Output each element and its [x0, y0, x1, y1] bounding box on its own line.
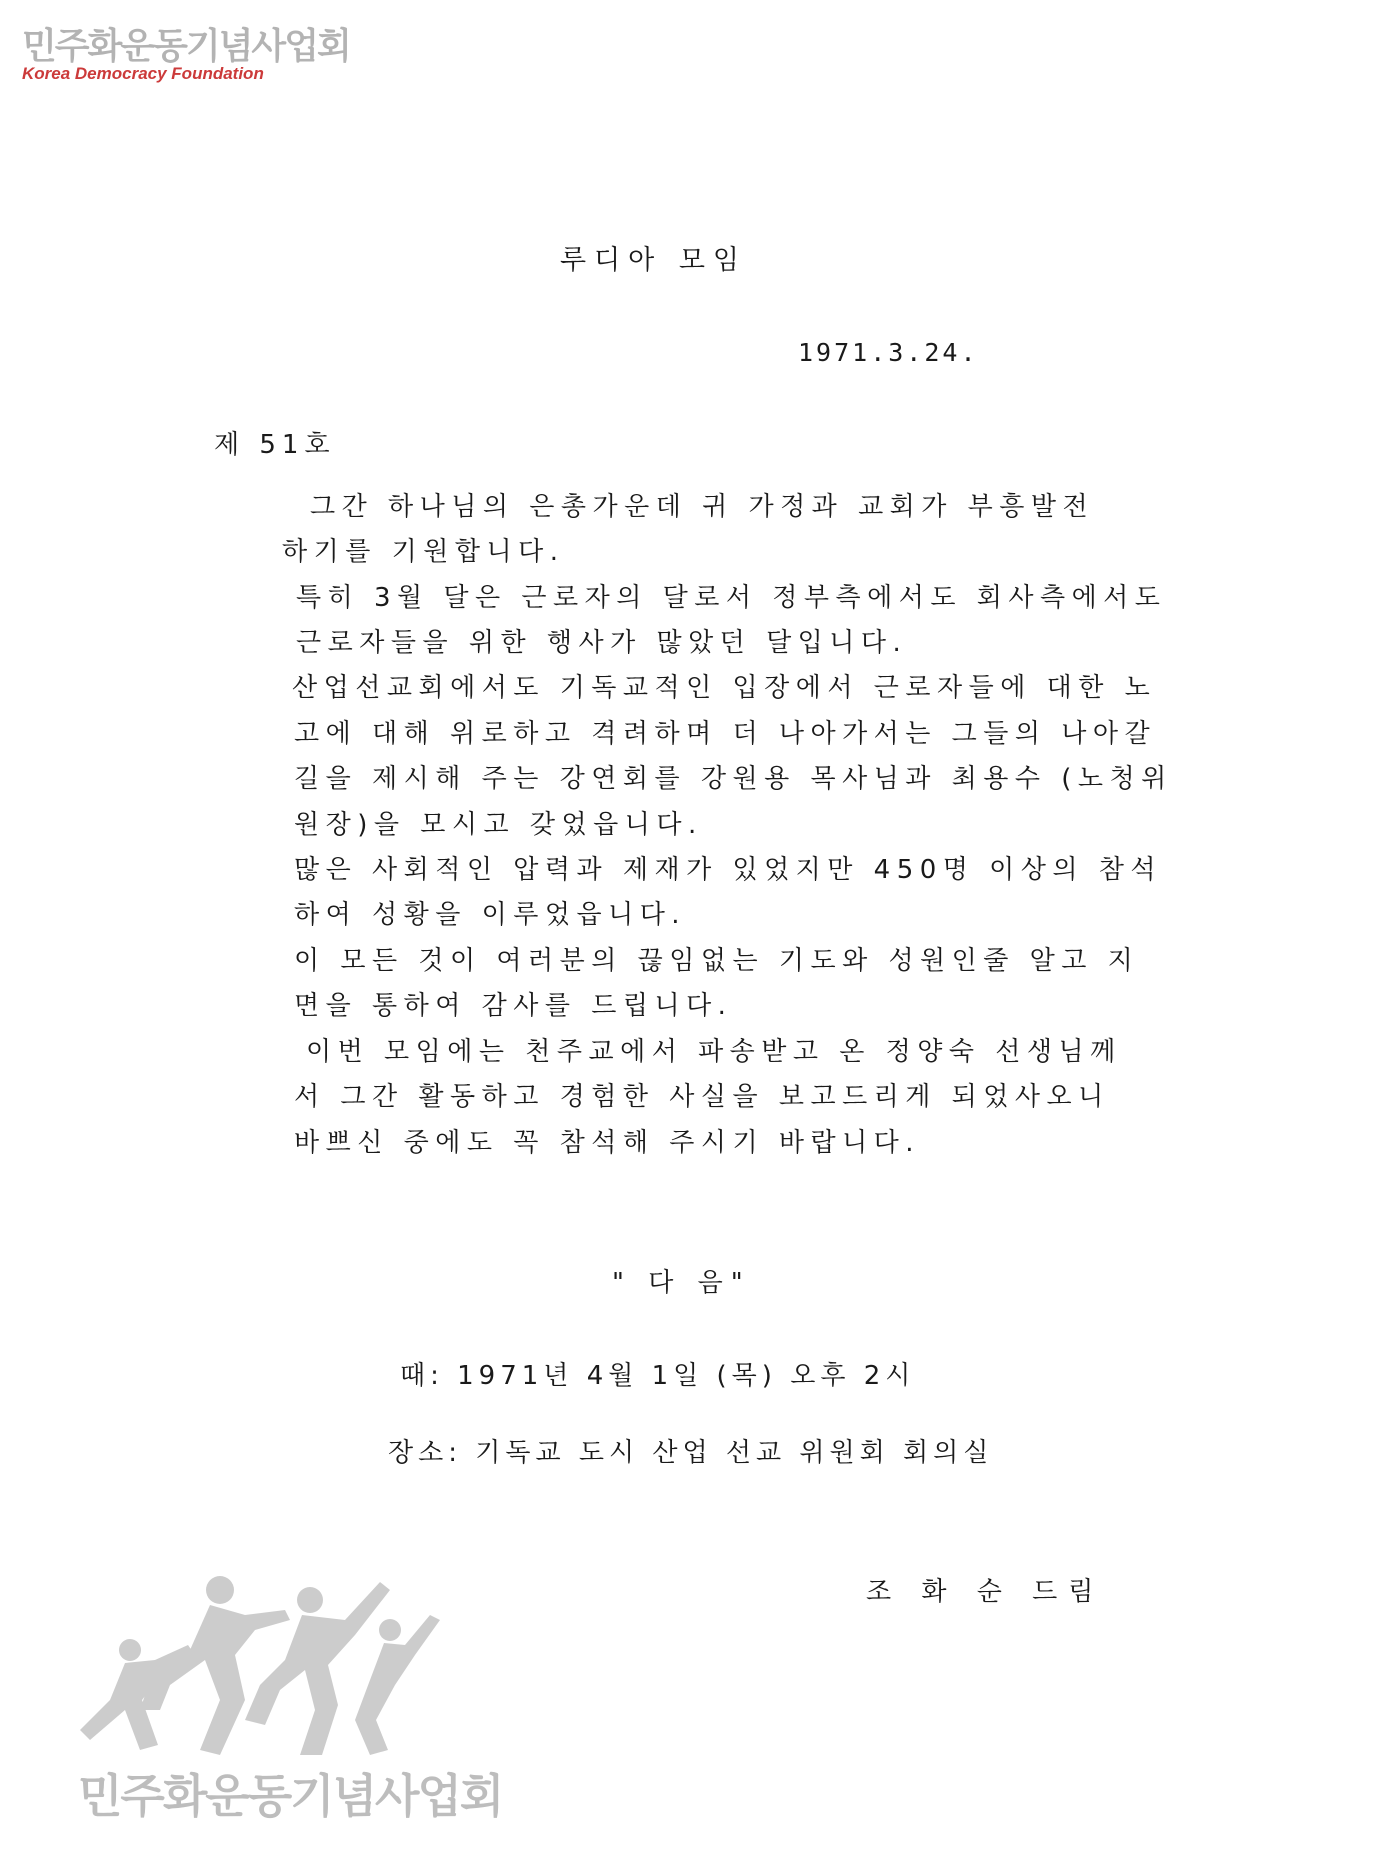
body-line: 하기를 기원합니다. [282, 537, 565, 567]
body-line: 바쁘신 중에도 꼭 참석해 주시기 바랍니다. [294, 1128, 921, 1158]
body-line: 산업선교회에서도 기독교적인 입장에서 근로자들에 대한 노 [292, 673, 1157, 703]
watermark-bottom-korean: 민주화운동기념사업회 [78, 1769, 503, 1823]
body-line: 이 모든 것이 여러분의 끊임없는 기도와 성원인줄 알고 지 [294, 946, 1140, 976]
body-line: 면을 통하여 감사를 드립니다. [294, 991, 733, 1021]
body-line: 그간 하나님의 은총가운데 귀 가정과 교회가 부흥발전 [310, 492, 1095, 522]
body-line: 길을 제시해 주는 강연회를 강원용 목사님과 최용수 (노청위 [294, 764, 1173, 794]
meeting-time: 때: 1971년 4월 1일 (목) 오후 2시 [400, 1361, 916, 1391]
body-line: 특히 3월 달은 근로자의 달로서 정부측에서도 회사측에서도 [296, 583, 1167, 613]
watermark-top-english: Korea Democracy Foundation [22, 64, 264, 83]
watermark-top-korean: 민주화운동기념사업회 [22, 26, 350, 67]
document-number: 제 51호 [214, 430, 336, 460]
meeting-place: 장소: 기독교 도시 산업 선교 위원회 회의실 [388, 1438, 994, 1468]
signature: 조 화 순 드림 [866, 1577, 1105, 1607]
document-date: 1971.3.24. [798, 338, 979, 367]
body-line: 서 그간 활동하고 경험한 사실을 보고드리게 되었사오니 [294, 1082, 1110, 1112]
body-line: 이번 모임에는 천주교에서 파송받고 온 정양숙 선생님께 [306, 1037, 1122, 1067]
body-line: 하여 성황을 이루었읍니다. [294, 900, 687, 930]
document-title: 루디아 모임 [560, 245, 747, 276]
body-line: 원장)을 모시고 갖었읍니다. [294, 810, 703, 840]
body-line: 많은 사회적인 압력과 제재가 있었지만 450명 이상의 참석 [294, 855, 1163, 885]
watermark-figures-icon [70, 1560, 450, 1760]
body-line: 고에 대해 위로하고 격려하며 더 나아가서는 그들의 나아갈 [294, 719, 1157, 749]
next-heading: " 다 음" [612, 1268, 751, 1298]
body-line: 근로자들을 위한 행사가 많았던 달입니다. [296, 628, 908, 658]
